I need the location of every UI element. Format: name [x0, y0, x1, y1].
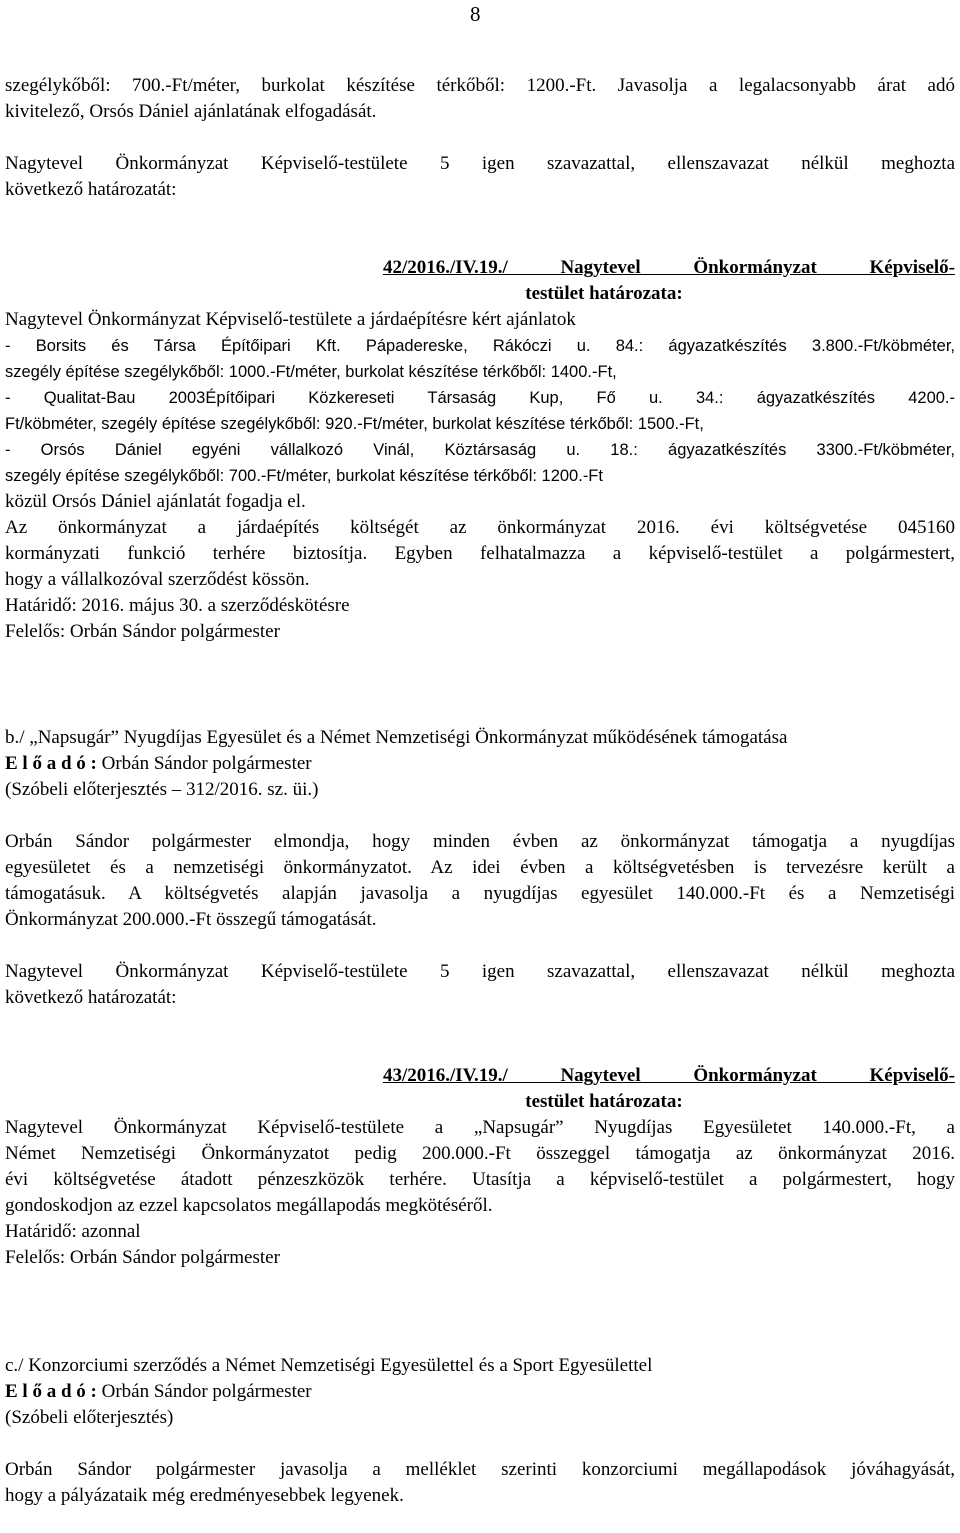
presenter-label: E l ő a d ó :	[5, 753, 97, 774]
resolution-43-heading-line2: testület határozata:	[525, 1091, 683, 1112]
item-c-title: c./ Konzorciumi szerződés a Német Nemzetiségi Egyesülettel és a Sport Egyesülettel	[5, 1355, 653, 1376]
resolution-42-number: 42/2016./IV.19./ Nagytevel Önkormányzat Képviselő-	[383, 257, 955, 278]
offer-qualitat-line-1: - Qualitat-Bau 2003Építőipari Közkereseti Társaság Kup, Fő u. 34.: ágyazatkészítés 4200.-	[5, 389, 955, 407]
presenter-label: E l ő a d ó :	[5, 1381, 97, 1402]
item-b-body-line-2: egyesületet és a nemzetiségi önkormányzatot. Az idei évben a költségvetésben is tervezésre került a	[5, 857, 955, 878]
resolution-42-intro: Nagytevel Önkormányzat Képviselő-testülete a járdaépítésre kért ajánlatok	[5, 309, 576, 330]
item-b-body-line-4: Önkormányzat 200.000.-Ft összegű támogatását.	[5, 909, 377, 930]
item-b-presenter	[5, 751, 955, 777]
resolution-43-body-line-1: Nagytevel Önkormányzat Képviselő-testülete a „Napsugár” Nyugdíjas Egyesületet 140.000.-Ft, a	[5, 1117, 955, 1138]
item-b-vote-line-1: Nagytevel Önkormányzat Képviselő-testülete 5 igen szavazattal, ellenszavazat nélkül meghozta	[5, 961, 955, 982]
document-body	[5, 73, 955, 1509]
offer-borsits-line-1: - Borsits és Társa Építőipari Kft. Pápadereske, Rákóczi u. 84.: ágyazatkészítés 3.800.-Ft/köbméter,	[5, 337, 955, 355]
resolution-42-responsible: Felelős: Orbán Sándor polgármester	[5, 621, 280, 642]
item-b-vote-line-2: következő határozatát:	[5, 987, 177, 1008]
item-b-body-line-3: támogatásuk. A költségvetés alapján javasolja a nyugdíjas egyesület 140.000.-Ft és a Nemzetiségi	[5, 883, 955, 904]
resolution-42-cost-line-1: Az önkormányzat a járdaépítés költségét az önkormányzat 2016. évi költségvetése 045160	[5, 517, 955, 538]
offer-borsits-line-2: szegély építése szegélykőből: 1000.-Ft/méter, burkolat készítése térkőből: 1400.-Ft,	[5, 363, 617, 381]
item-c-note: (Szóbeli előterjesztés)	[5, 1407, 174, 1428]
item-b-body-line-1: Orbán Sándor polgármester elmondja, hogy minden évben az önkormányzat támogatja a nyugdíjas	[5, 831, 955, 852]
resolution-43-heading	[383, 1063, 955, 1115]
resolution-43-responsible: Felelős: Orbán Sándor polgármester	[5, 1247, 280, 1268]
resolution-42-heading-line2: testület határozata:	[525, 283, 683, 304]
vote-line-2: következő határozatát:	[5, 179, 177, 200]
item-b-note: (Szóbeli előterjesztés – 312/2016. sz. üi.)	[5, 779, 319, 800]
page-number: 8	[470, 2, 481, 26]
resolution-43-body-line-4: gondoskodjon az ezzel kapcsolatos megállapodás megkötéséről.	[5, 1195, 493, 1216]
resolution-43-body-line-2: Német Nemzetiségi Önkormányzatot pedig 200.000.-Ft összeggel támogatja az önkormányzat 2016.	[5, 1143, 955, 1164]
item-c-presenter	[5, 1379, 955, 1405]
resolution-43-deadline: Határidő: azonnal	[5, 1221, 141, 1242]
offer-orsos-line-2: szegély építése szegélykőből: 700.-Ft/méter, burkolat készítése térkőből: 1200.-Ft	[5, 467, 603, 485]
offer-orsos-line-1: - Orsós Dániel egyéni vállalkozó Vinál, Köztársaság u. 18.: ágyazatkészítés 3300.-Ft/köbméter,	[5, 441, 955, 459]
item-c-body-line-1: Orbán Sándor polgármester javasolja a melléklet szerinti konzorciumi megállapodások jóváhagyását,	[5, 1459, 955, 1480]
resolution-43-number: 43/2016./IV.19./ Nagytevel Önkormányzat Képviselő-	[383, 1065, 955, 1086]
item-c-body-line-2: hogy a pályázataik még eredményesebbek legyenek.	[5, 1485, 404, 1506]
presenter-name: Orbán Sándor polgármester	[96, 1381, 312, 1402]
item-b-title: b./ „Napsugár” Nyugdíjas Egyesület és a Német Nemzetiségi Önkormányzat működésének támogatása	[5, 727, 788, 748]
resolution-42-choice: közül Orsós Dániel ajánlatát fogadja el.	[5, 491, 306, 512]
resolution-42-heading	[383, 255, 955, 307]
resolution-42-cost-line-2: kormányzati funkció terhére biztosítja. Egyben felhatalmazza a képviselő-testület a polgármestert,	[5, 543, 955, 564]
presenter-name: Orbán Sándor polgármester	[96, 753, 312, 774]
vote-line-1: Nagytevel Önkormányzat Képviselő-testülete 5 igen szavazattal, ellenszavazat nélkül meghozta	[5, 153, 955, 174]
resolution-42-cost-line-3: hogy a vállalkozóval szerződést kössön.	[5, 569, 310, 590]
offer-qualitat-line-2: Ft/köbméter, szegély építése szegélykőből: 920.-Ft/méter, burkolat készítése térkőből: 1500.-Ft,	[5, 415, 704, 433]
intro-line-2: kivitelező, Orsós Dániel ajánlatának elfogadását.	[5, 101, 377, 122]
resolution-42-deadline: Határidő: 2016. május 30. a szerződéskötésre	[5, 595, 350, 616]
intro-line-1: szegélykőből: 700.-Ft/méter, burkolat készítése térkőből: 1200.-Ft. Javasolja a legalacsonyabb árat adó	[5, 75, 955, 96]
resolution-43-body-line-3: évi költségvetése átadott pénzeszközök terhére. Utasítja a képviselő-testület a polgármestert, hogy	[5, 1169, 955, 1190]
